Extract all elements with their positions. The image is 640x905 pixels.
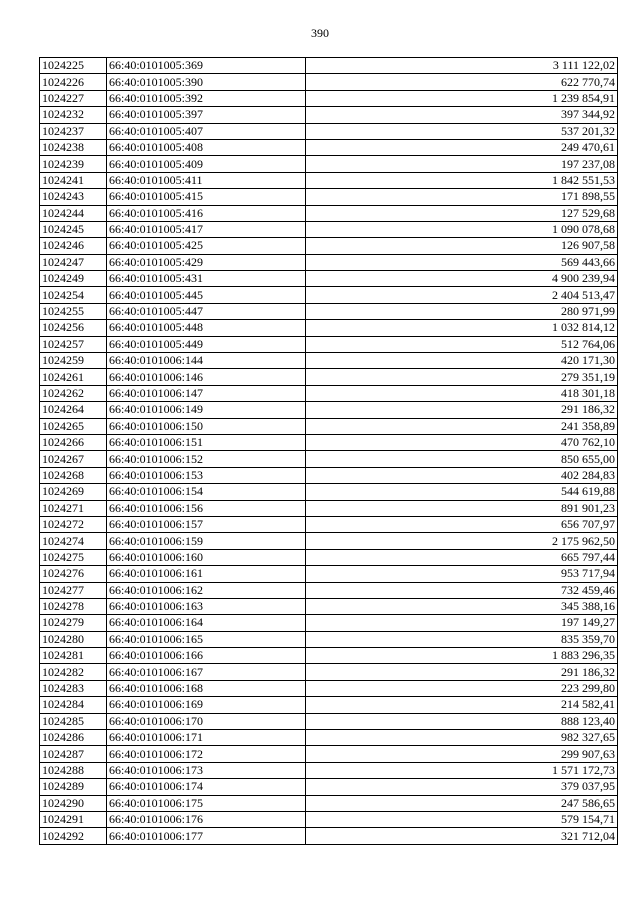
cadastral-value-cell: 126 907,58: [306, 238, 618, 254]
cadastral-value-cell: 1 090 078,68: [306, 221, 618, 237]
table-row: [40, 828, 618, 844]
row-number-cell: 1024241: [40, 172, 107, 188]
cadastral-value-cell: 850 655,00: [306, 451, 618, 467]
cadastral-value-cell: 656 707,97: [306, 516, 618, 532]
table-row: [40, 648, 618, 664]
row-number-cell: 1024238: [40, 139, 107, 155]
row-number-cell: 1024268: [40, 467, 107, 483]
cadastral-number-cell: 66:40:0101006:171: [107, 730, 306, 746]
cadastral-value-cell: 249 470,61: [306, 139, 618, 155]
row-number-cell: 1024291: [40, 811, 107, 827]
table-row: [40, 402, 618, 418]
table-row: [40, 582, 618, 598]
row-number-cell: 1024249: [40, 271, 107, 287]
row-number-cell: 1024264: [40, 402, 107, 418]
cadastral-value-cell: 279 351,19: [306, 369, 618, 385]
cadastral-number-cell: 66:40:0101005:415: [107, 189, 306, 205]
table-row: [40, 762, 618, 778]
cadastral-number-cell: 66:40:0101005:411: [107, 172, 306, 188]
row-number-cell: 1024287: [40, 746, 107, 762]
row-number-cell: 1024279: [40, 615, 107, 631]
table-row: [40, 369, 618, 385]
table-row: [40, 418, 618, 434]
cadastral-value-cell: 197 237,08: [306, 156, 618, 172]
cadastral-value-cell: 402 284,83: [306, 467, 618, 483]
row-number-cell: 1024226: [40, 74, 107, 90]
cadastral-value-cell: 223 299,80: [306, 680, 618, 696]
table-row: [40, 811, 618, 827]
row-number-cell: 1024277: [40, 582, 107, 598]
table-row: [40, 221, 618, 237]
table-row: [40, 74, 618, 90]
cadastral-value-cell: 579 154,71: [306, 811, 618, 827]
cadastral-number-cell: 66:40:0101005:409: [107, 156, 306, 172]
cadastral-value-cell: 247 586,65: [306, 795, 618, 811]
row-number-cell: 1024243: [40, 189, 107, 205]
cadastral-value-cell: 197 149,27: [306, 615, 618, 631]
table-row: [40, 123, 618, 139]
cadastral-number-cell: 66:40:0101006:173: [107, 762, 306, 778]
row-number-cell: 1024255: [40, 303, 107, 319]
table-row: [40, 58, 618, 74]
row-number-cell: 1024259: [40, 353, 107, 369]
table-row: [40, 566, 618, 582]
row-number-cell: 1024267: [40, 451, 107, 467]
cadastral-value-cell: 418 301,18: [306, 385, 618, 401]
table-row: [40, 549, 618, 565]
cadastral-value-cell: 420 171,30: [306, 353, 618, 369]
cadastral-value-cell: 299 907,63: [306, 746, 618, 762]
table-row: [40, 451, 618, 467]
table-row: [40, 795, 618, 811]
cadastral-number-cell: 66:40:0101006:159: [107, 533, 306, 549]
table-row: [40, 484, 618, 500]
cadastral-number-cell: 66:40:0101005:369: [107, 58, 306, 74]
cadastral-number-cell: 66:40:0101005:431: [107, 271, 306, 287]
table-row: [40, 189, 618, 205]
cadastral-number-cell: 66:40:0101006:169: [107, 697, 306, 713]
row-number-cell: 1024257: [40, 336, 107, 352]
cadastral-value-cell: 1 571 172,73: [306, 762, 618, 778]
row-number-cell: 1024261: [40, 369, 107, 385]
row-number-cell: 1024239: [40, 156, 107, 172]
cadastral-value-cell: 345 388,16: [306, 598, 618, 614]
cadastral-number-cell: 66:40:0101006:152: [107, 451, 306, 467]
cadastral-value-cell: 888 123,40: [306, 713, 618, 729]
row-number-cell: 1024284: [40, 697, 107, 713]
table-row: [40, 713, 618, 729]
row-number-cell: 1024285: [40, 713, 107, 729]
cadastral-number-cell: 66:40:0101005:447: [107, 303, 306, 319]
cadastral-value-cell: 127 529,68: [306, 205, 618, 221]
table-row: [40, 516, 618, 532]
cadastral-value-cell: 569 443,66: [306, 254, 618, 270]
cadastral-number-cell: 66:40:0101006:161: [107, 566, 306, 582]
row-number-cell: 1024272: [40, 516, 107, 532]
row-number-cell: 1024245: [40, 221, 107, 237]
cadastral-value-cell: 1 883 296,35: [306, 648, 618, 664]
row-number-cell: 1024247: [40, 254, 107, 270]
cadastral-value-cell: 2 175 962,50: [306, 533, 618, 549]
table-row: [40, 746, 618, 762]
cadastral-value-cell: 470 762,10: [306, 434, 618, 450]
cadastral-number-cell: 66:40:0101006:162: [107, 582, 306, 598]
cadastral-number-cell: 66:40:0101005:397: [107, 107, 306, 123]
cadastral-value-cell: 891 901,23: [306, 500, 618, 516]
table-row: [40, 353, 618, 369]
cadastral-value-cell: 512 764,06: [306, 336, 618, 352]
row-number-cell: 1024288: [40, 762, 107, 778]
row-number-cell: 1024274: [40, 533, 107, 549]
cadastral-value-cell: 1 239 854,91: [306, 90, 618, 106]
cadastral-value-cell: 537 201,32: [306, 123, 618, 139]
row-number-cell: 1024256: [40, 320, 107, 336]
table-row: [40, 107, 618, 123]
table-row: [40, 598, 618, 614]
cadastral-number-cell: 66:40:0101005:417: [107, 221, 306, 237]
cadastral-number-cell: 66:40:0101005:429: [107, 254, 306, 270]
cadastral-number-cell: 66:40:0101005:425: [107, 238, 306, 254]
row-number-cell: 1024282: [40, 664, 107, 680]
row-number-cell: 1024276: [40, 566, 107, 582]
cadastral-value-cell: 1 032 814,12: [306, 320, 618, 336]
table-row: [40, 139, 618, 155]
cadastral-number-cell: 66:40:0101006:176: [107, 811, 306, 827]
table-row: [40, 533, 618, 549]
row-number-cell: 1024286: [40, 730, 107, 746]
row-number-cell: 1024232: [40, 107, 107, 123]
cadastral-number-cell: 66:40:0101006:160: [107, 549, 306, 565]
table-row: [40, 336, 618, 352]
cadastral-value-table: [39, 57, 618, 845]
row-number-cell: 1024246: [40, 238, 107, 254]
row-number-cell: 1024269: [40, 484, 107, 500]
row-number-cell: 1024281: [40, 648, 107, 664]
table-body: [40, 58, 618, 845]
cadastral-number-cell: 66:40:0101006:172: [107, 746, 306, 762]
cadastral-value-cell: 321 712,04: [306, 828, 618, 844]
cadastral-number-cell: 66:40:0101005:445: [107, 287, 306, 303]
cadastral-number-cell: 66:40:0101006:144: [107, 353, 306, 369]
cadastral-value-cell: 953 717,94: [306, 566, 618, 582]
cadastral-number-cell: 66:40:0101006:167: [107, 664, 306, 680]
cadastral-number-cell: 66:40:0101005:408: [107, 139, 306, 155]
cadastral-number-cell: 66:40:0101006:154: [107, 484, 306, 500]
cadastral-value-cell: 622 770,74: [306, 74, 618, 90]
row-number-cell: 1024265: [40, 418, 107, 434]
table-row: [40, 205, 618, 221]
cadastral-value-cell: 835 359,70: [306, 631, 618, 647]
cadastral-number-cell: 66:40:0101005:448: [107, 320, 306, 336]
cadastral-number-cell: 66:40:0101006:151: [107, 434, 306, 450]
cadastral-number-cell: 66:40:0101006:163: [107, 598, 306, 614]
row-number-cell: 1024280: [40, 631, 107, 647]
table-row: [40, 631, 618, 647]
table-row: [40, 254, 618, 270]
row-number-cell: 1024266: [40, 434, 107, 450]
cadastral-number-cell: 66:40:0101006:153: [107, 467, 306, 483]
cadastral-number-cell: 66:40:0101005:392: [107, 90, 306, 106]
cadastral-number-cell: 66:40:0101006:168: [107, 680, 306, 696]
cadastral-number-cell: 66:40:0101006:146: [107, 369, 306, 385]
cadastral-number-cell: 66:40:0101006:149: [107, 402, 306, 418]
cadastral-value-cell: 2 404 513,47: [306, 287, 618, 303]
row-number-cell: 1024290: [40, 795, 107, 811]
row-number-cell: 1024254: [40, 287, 107, 303]
row-number-cell: 1024292: [40, 828, 107, 844]
row-number-cell: 1024225: [40, 58, 107, 74]
cadastral-number-cell: 66:40:0101006:147: [107, 385, 306, 401]
table-row: [40, 320, 618, 336]
cadastral-value-cell: 982 327,65: [306, 730, 618, 746]
table-row: [40, 779, 618, 795]
cadastral-value-cell: 3 111 122,02: [306, 58, 618, 74]
row-number-cell: 1024262: [40, 385, 107, 401]
row-number-cell: 1024289: [40, 779, 107, 795]
row-number-cell: 1024227: [40, 90, 107, 106]
cadastral-value-cell: 241 358,89: [306, 418, 618, 434]
cadastral-number-cell: 66:40:0101006:177: [107, 828, 306, 844]
cadastral-number-cell: 66:40:0101006:166: [107, 648, 306, 664]
cadastral-number-cell: 66:40:0101005:449: [107, 336, 306, 352]
cadastral-value-cell: 4 900 239,94: [306, 271, 618, 287]
page-number: 390: [311, 26, 329, 40]
table-row: [40, 730, 618, 746]
table-row: [40, 385, 618, 401]
table-row: [40, 287, 618, 303]
cadastral-number-cell: 66:40:0101006:170: [107, 713, 306, 729]
cadastral-value-cell: 1 842 551,53: [306, 172, 618, 188]
cadastral-value-cell: 732 459,46: [306, 582, 618, 598]
cadastral-number-cell: 66:40:0101005:407: [107, 123, 306, 139]
table-row: [40, 238, 618, 254]
table-row: [40, 467, 618, 483]
table-row: [40, 172, 618, 188]
table-row: [40, 615, 618, 631]
cadastral-value-cell: 291 186,32: [306, 402, 618, 418]
cadastral-number-cell: 66:40:0101006:156: [107, 500, 306, 516]
cadastral-value-cell: 544 619,88: [306, 484, 618, 500]
table-row: [40, 303, 618, 319]
row-number-cell: 1024278: [40, 598, 107, 614]
row-number-cell: 1024275: [40, 549, 107, 565]
cadastral-value-cell: 291 186,32: [306, 664, 618, 680]
cadastral-number-cell: 66:40:0101005:390: [107, 74, 306, 90]
cadastral-number-cell: 66:40:0101006:165: [107, 631, 306, 647]
cadastral-value-cell: 280 971,99: [306, 303, 618, 319]
cadastral-number-cell: 66:40:0101006:157: [107, 516, 306, 532]
cadastral-value-cell: 665 797,44: [306, 549, 618, 565]
cadastral-number-cell: 66:40:0101006:174: [107, 779, 306, 795]
row-number-cell: 1024283: [40, 680, 107, 696]
table-row: [40, 664, 618, 680]
table-row: [40, 680, 618, 696]
cadastral-value-cell: 214 582,41: [306, 697, 618, 713]
cadastral-number-cell: 66:40:0101006:175: [107, 795, 306, 811]
cadastral-number-cell: 66:40:0101006:150: [107, 418, 306, 434]
cadastral-number-cell: 66:40:0101005:416: [107, 205, 306, 221]
table-row: [40, 697, 618, 713]
row-number-cell: 1024237: [40, 123, 107, 139]
cadastral-value-cell: 171 898,55: [306, 189, 618, 205]
table-row: [40, 156, 618, 172]
cadastral-number-cell: 66:40:0101006:164: [107, 615, 306, 631]
row-number-cell: 1024244: [40, 205, 107, 221]
table-row: [40, 90, 618, 106]
cadastral-value-cell: 397 344,92: [306, 107, 618, 123]
table-row: [40, 271, 618, 287]
table-row: [40, 500, 618, 516]
row-number-cell: 1024271: [40, 500, 107, 516]
table-row: [40, 434, 618, 450]
cadastral-value-cell: 379 037,95: [306, 779, 618, 795]
